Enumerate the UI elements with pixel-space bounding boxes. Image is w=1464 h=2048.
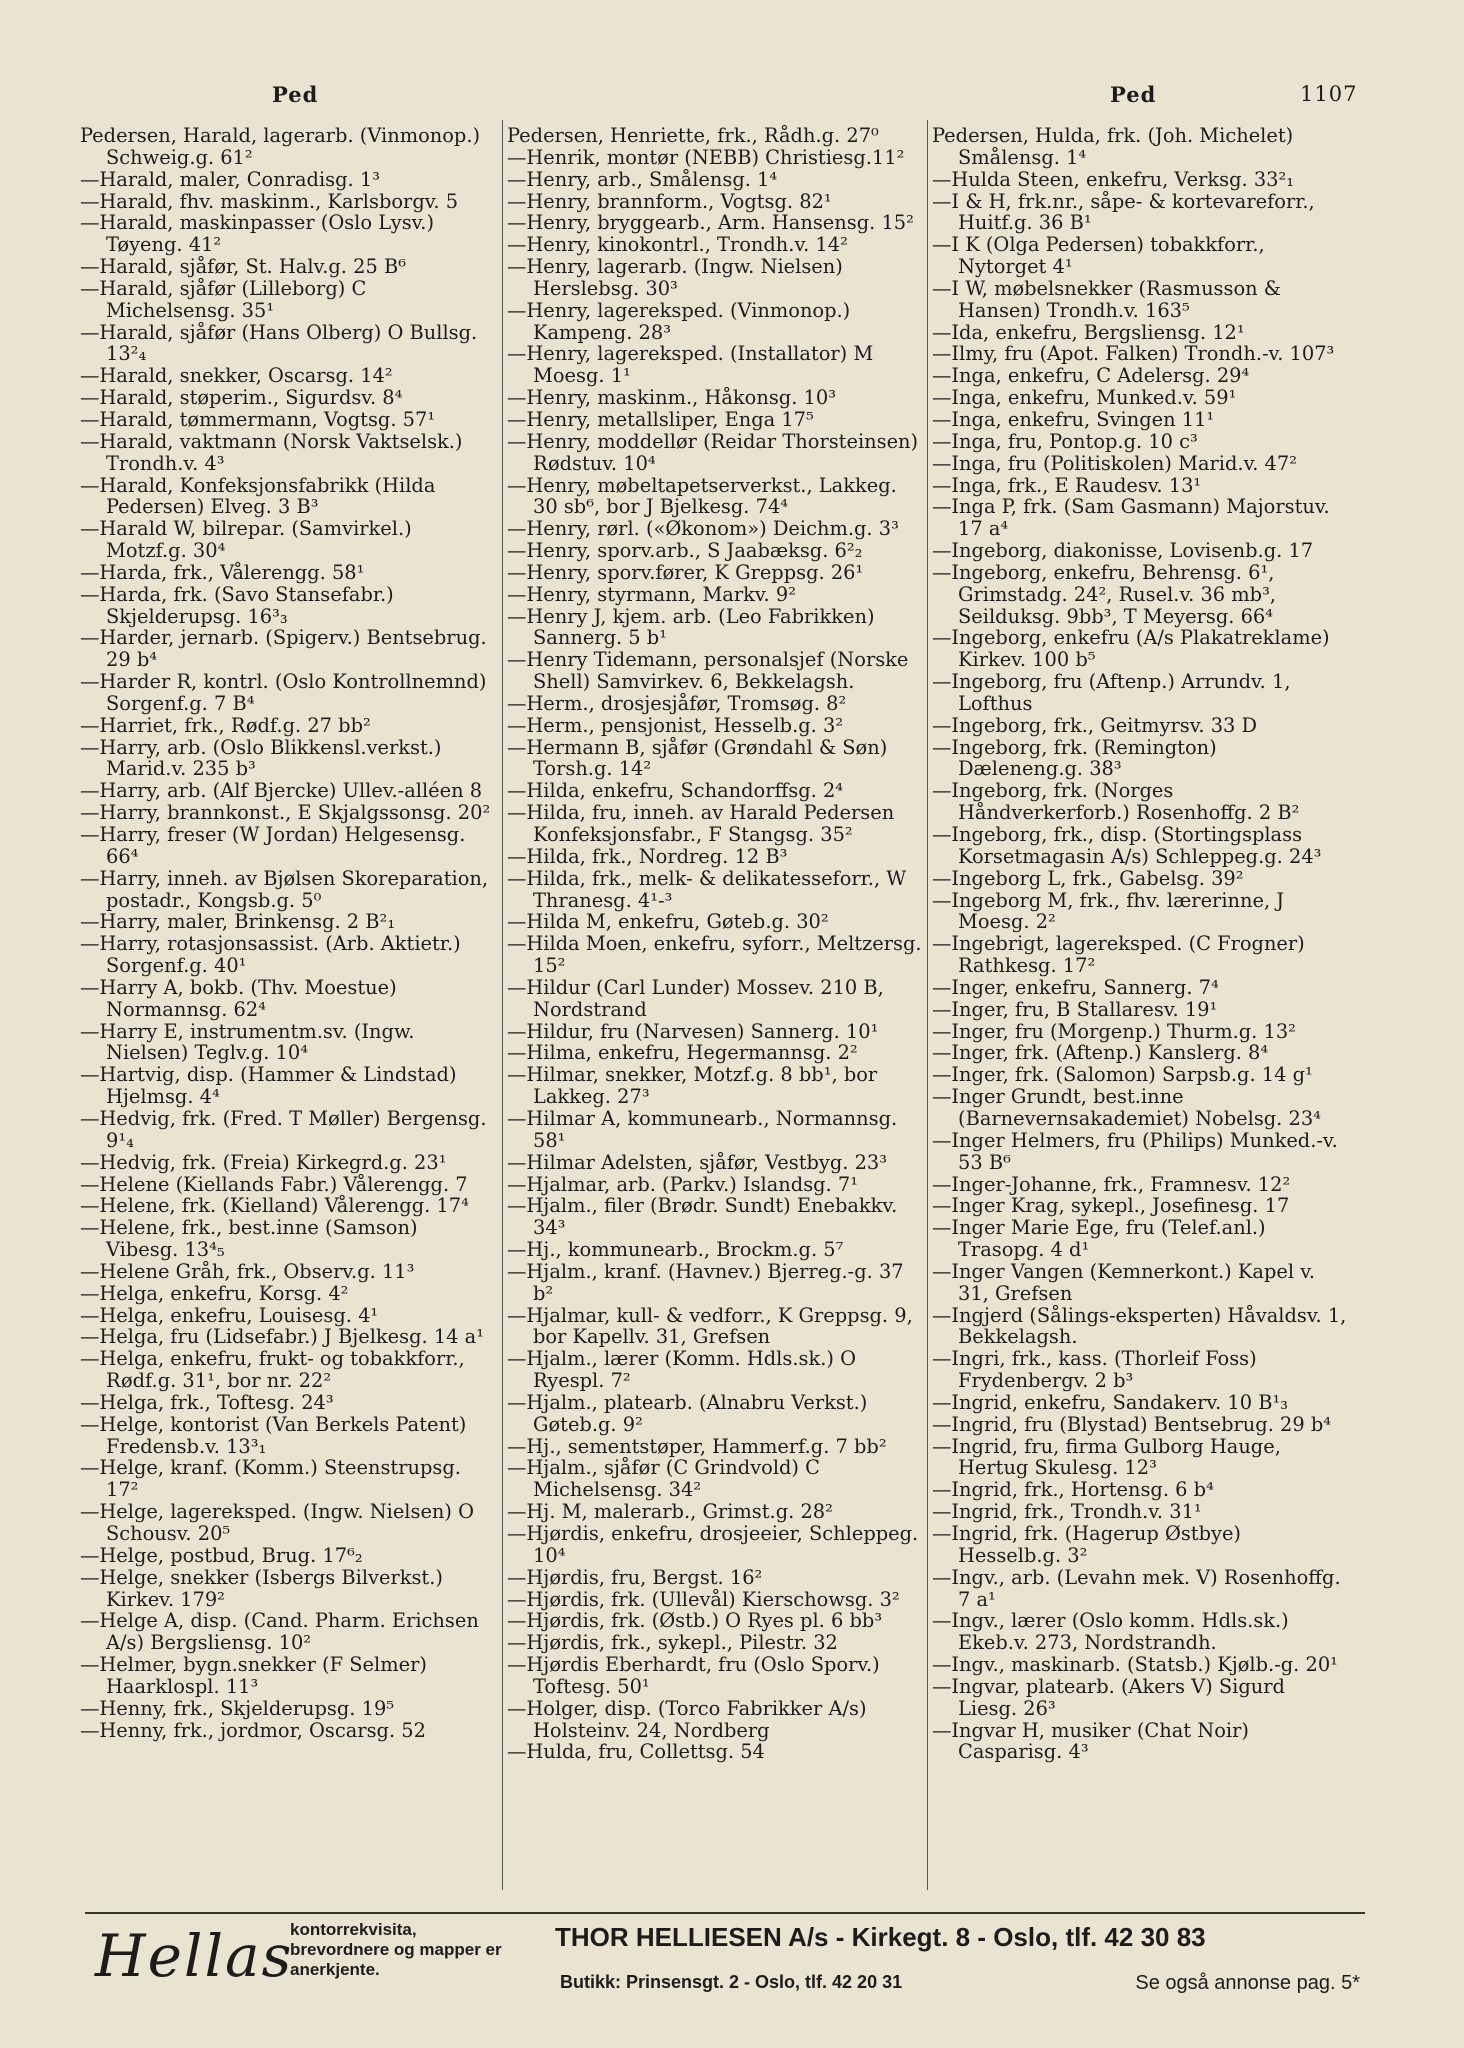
ad-top-rule xyxy=(85,1912,1365,1914)
directory-entry: —Harry, freser (W Jordan) Helgesensg. 66⁴ xyxy=(80,823,466,868)
directory-entry: Pedersen, Harald, lagerarb. (Vinmonop.) Schweig.g. 61² xyxy=(80,124,481,169)
directory-entry: —Hulda, fru, Collettsg. 54 xyxy=(507,1740,765,1764)
directory-entry: —Ingv., lærer (Oslo komm. Hdls.sk.) Ekeb.v. 273, Nordstrandh. xyxy=(932,1609,1289,1655)
directory-entry: —Harald, maler, Conradisg. 1³ xyxy=(80,167,380,191)
directory-entry: —Ida, enkefru, Bergsliensg. 12¹ xyxy=(932,320,1245,344)
directory-entry: —Hj., sementstøper, Hammerf.g. 7 bb² xyxy=(507,1434,887,1458)
directory-entry: —Holger, disp. (Torco Fabrikker A/s) Holsteinv. 24, Nordberg xyxy=(507,1696,867,1742)
directory-entry: —Hjalm., kranf. (Havnev.) Bjerreg.-g. 37 b² xyxy=(507,1259,904,1305)
directory-entry: —Inger-Johanne, frk., Framnesv. 12² xyxy=(932,1172,1291,1196)
directory-entry: —Hjørdis, frk. (Ullevål) Kierschowsg. 3² xyxy=(507,1587,900,1611)
advertisement xyxy=(85,1920,1365,2020)
directory-entry: —Harald, maskinpasser (Oslo Lysv.) Tøyeng. 41² xyxy=(80,211,435,257)
directory-entry: —Ingvar H, musiker (Chat Noir) Casparisg. 4³ xyxy=(932,1718,1249,1764)
directory-entry: —Helga, frk., Toftesg. 24³ xyxy=(80,1390,334,1414)
directory-entry: —Inger, enkefru, Sannerg. 7⁴ xyxy=(932,975,1219,999)
directory-entry: —Harry, brannkonst., E Skjalgssonsg. 20² xyxy=(80,801,491,825)
directory-entry: —Harry, rotasjonsassist. (Arb. Aktietr.) Sorgenf.g. 40¹ xyxy=(80,932,461,978)
directory-entry: —Harder, jernarb. (Spigerv.) Bentsebrug. 29 b⁴ xyxy=(80,626,487,672)
directory-entry: —I W, møbelsnekker (Rasmusson & Hansen) Trondh.v. 163⁵ xyxy=(932,276,1282,322)
directory-entry: —Henry, lagerarb. (Ingw. Nielsen) Herslebsg. 30³ xyxy=(507,255,843,300)
directory-entry: —Hilda, enkefru, Schandorffsg. 2⁴ xyxy=(507,779,844,803)
directory-entry: —Inger, frk. (Aftenp.) Kanslerg. 8⁴ xyxy=(932,1041,1269,1065)
directory-entry: —Hjørdis, fru, Bergst. 16² xyxy=(507,1565,763,1589)
column-2 xyxy=(507,125,922,1763)
directory-entry: —Inga, frk., E Raudesv. 13¹ xyxy=(932,473,1202,497)
directory-entry: —Henry, brannform., Vogtsg. 82¹ xyxy=(507,189,832,213)
directory-entry: —Hilda, frk., melk- & delikatesseforr., W Thranesg. 4¹-³ xyxy=(507,866,907,912)
directory-entry: —Helge, snekker (Isbergs Bilverkst.) Kirkev. 179² xyxy=(80,1565,443,1611)
directory-entry: —Henry, sporv.fører, K Greppsg. 26¹ xyxy=(507,560,864,584)
directory-entry: —Hjørdis Eberhardt, fru (Oslo Sporv.) Toftesg. 50¹ xyxy=(507,1653,880,1698)
directory-entry: —Henry J, kjem. arb. (Leo Fabrikken) Sannerg. 5 b¹ xyxy=(507,604,875,650)
directory-entry: —Herm., pensjonist, Hesselb.g. 3² xyxy=(507,713,844,737)
directory-entry: —Inga, enkefru, Munked.v. 59¹ xyxy=(932,386,1237,410)
directory-entry: —Henny, frk., jordmor, Oscarsg. 52 xyxy=(80,1718,426,1742)
directory-entry: —Inger, fru, B Stallaresv. 19¹ xyxy=(932,997,1218,1021)
directory-entry: —Hjørdis, frk., sykepl., Pilestr. 32 xyxy=(507,1631,838,1655)
directory-entry: Pedersen, Henriette, frk., Rådh.g. 27⁰ xyxy=(507,124,879,147)
directory-entry: —Ingeborg, fru (Aftenp.) Arrundv. 1, Lofthus xyxy=(932,670,1291,715)
directory-entry: —Harald, vaktmann (Norsk Vaktselsk.) Trondh.v. 4³ xyxy=(80,429,463,475)
running-head-right: Ped xyxy=(1110,82,1157,107)
directory-entry: —Ingrid, frk., Trondh.v. 31¹ xyxy=(932,1500,1202,1524)
directory-entry: —Hildur (Carl Lunder) Mossev. 210 B, Nordstrand xyxy=(507,975,884,1021)
directory-entry: —Helga, enkefru, frukt- og tobakkforr., Rødf.g. 31¹, bor nr. 22² xyxy=(80,1347,465,1393)
directory-entry: —Henry, rørl. («Økonom») Deichm.g. 3³ xyxy=(507,517,899,541)
directory-entry: —Harald, sjåfør, St. Halv.g. 25 B⁶ xyxy=(80,255,406,279)
directory-entry: —Ingvar, platearb. (Akers V) Sigurd Liesg. 26³ xyxy=(932,1674,1285,1720)
directory-entry: —Inger Vangen (Kemnerkont.) Kapel v. 31, Grefsen xyxy=(932,1259,1316,1305)
directory-entry: —Inger, fru (Morgenp.) Thurm.g. 13² xyxy=(932,1019,1296,1043)
directory-entry: —Henry Tidemann, personalsjef (Norske Shell) Samvirkev. 6, Bekkelagsh. xyxy=(507,648,909,694)
directory-entry: —Ingeborg, enkefru (A/s Plakatreklame) Kirkev. 100 b⁵ xyxy=(932,626,1330,672)
directory-entry: —Helene (Kiellands Fabr.) Vålerengg. 7 xyxy=(80,1172,468,1196)
directory-entry: —Hj., kommunearb., Brockm.g. 5⁷ xyxy=(507,1238,844,1262)
directory-entry: —Inger Grundt, best.inne (Barnevernsakademiet) Nobelsg. 23⁴ xyxy=(932,1085,1321,1130)
directory-entry: —Ingrid, fru, firma Gulborg Hauge, Hertug Skulesg. 12³ xyxy=(932,1434,1281,1480)
running-head-left: Ped xyxy=(272,82,319,107)
directory-entry: —Henry, bryggearb., Arm. Hansensg. 15² xyxy=(507,211,914,235)
directory-entry: —Helge A, disp. (Cand. Pharm. Erichsen A/s) Bergsliensg. 10² xyxy=(80,1609,479,1655)
column-1 xyxy=(80,125,495,1741)
directory-entry: —Hilmar A, kommunearb., Normannsg. 58¹ xyxy=(507,1106,898,1152)
directory-entry: —Ingrid, enkefru, Sandakerv. 10 B¹₃ xyxy=(932,1390,1289,1414)
directory-entry: —Hartvig, disp. (Hammer & Lindstad) Hjelmsg. 4⁴ xyxy=(80,1063,457,1109)
directory-entry: —Hildur, fru (Narvesen) Sannerg. 10¹ xyxy=(507,1019,879,1043)
directory-entry: —I K (Olga Pedersen) tobakkforr., Nytorget 4¹ xyxy=(932,233,1265,279)
directory-entry: —Henry, arb., Smålensg. 1⁴ xyxy=(507,167,778,191)
directory-entry: —Ingeborg M, frk., fhv. lærerinne, J Moesg. 2² xyxy=(932,888,1285,934)
directory-entry: —Ingv., maskinarb. (Statsb.) Kjølb.-g. 20¹ xyxy=(932,1653,1338,1677)
directory-entry: —Herm., drosjesjåfør, Tromsøg. 8² xyxy=(507,691,847,715)
directory-entry: —Inger, frk. (Salomon) Sarpsb.g. 14 g¹ xyxy=(932,1063,1313,1087)
directory-entry: —Inger Krag, sykepl., Josefinesg. 17 xyxy=(932,1194,1290,1218)
directory-entry: —Harder R, kontrl. (Oslo Kontrollnemnd) Sorgenf.g. 7 B⁴ xyxy=(80,670,487,715)
directory-entry: —Harry, arb. (Oslo Blikkensl.verkst.) Marid.v. 235 b³ xyxy=(80,735,442,781)
directory-entry: —Harry A, bokb. (Thv. Moestue) Normannsg. 62⁴ xyxy=(80,975,397,1021)
directory-entry: —Helge, kranf. (Komm.) Steenstrupsg. 17² xyxy=(80,1456,461,1502)
hellas-brand: Hellas xyxy=(95,1922,294,1990)
directory-entry: —Ingjerd (Sålings-eksperten) Håvaldsv. 1, Bekkelagsh. xyxy=(932,1303,1347,1349)
directory-entry: —Hj. M, malerarb., Grimst.g. 28² xyxy=(507,1500,833,1524)
directory-entry: —Henry, sporv.arb., S Jaabæksg. 6²₂ xyxy=(507,539,863,563)
directory-entry: —Hilmar, snekker, Motzf.g. 8 bb¹, bor Lakkeg. 27³ xyxy=(507,1063,878,1109)
directory-entry: —Hedvig, frk. (Freia) Kirkegrd.g. 23¹ xyxy=(80,1150,447,1174)
directory-entry: —Hedvig, frk. (Fred. T Møller) Bergensg. 9¹₄ xyxy=(80,1106,487,1152)
directory-entry: —Hermann B, sjåfør (Grøndahl & Søn) Torsh.g. 14² xyxy=(507,735,888,781)
directory-entry: —Helge, kontorist (Van Berkels Patent) Fredensb.v. 13³₁ xyxy=(80,1412,467,1458)
directory-entry: —Helga, enkefru, Korsg. 4² xyxy=(80,1281,349,1305)
directory-entry: —Hilmar Adelsten, sjåfør, Vestbyg. 23³ xyxy=(507,1150,888,1174)
directory-entry: —Ilmy, fru (Apot. Falken) Trondh.-v. 107³ xyxy=(932,342,1335,366)
directory-entry: —Harda, frk., Vålerengg. 58¹ xyxy=(80,560,365,584)
directory-entry: —Hjørdis, enkefru, drosjeeier, Schleppeg. 10⁴ xyxy=(507,1522,919,1567)
directory-entry: —I & H, frk.nr., såpe- & kortevareforr., Huitf.g. 36 B¹ xyxy=(932,189,1315,235)
directory-entry: —Inga, fru, Pontop.g. 10 c³ xyxy=(932,429,1198,453)
directory-entry: —Henry, lagereksped. (Vinmonop.) Kampeng. 28³ xyxy=(507,298,851,344)
directory-entry: Pedersen, Hulda, frk. (Joh. Michelet) Smålensg. 1⁴ xyxy=(932,124,1294,169)
directory-entry: —Hjalm., platearb. (Alnabru Verkst.) Gøteb.g. 9² xyxy=(507,1390,868,1436)
directory-entry: —Harry, maler, Brinkensg. 2 B²₁ xyxy=(80,910,396,934)
shop-line: Butikk: Prinsensgt. 2 - Oslo, tlf. 42 20 31 xyxy=(560,1972,903,1992)
directory-entry: —Ingri, frk., kass. (Thorleif Foss) Frydenbergv. 2 b³ xyxy=(932,1347,1257,1393)
directory-entry: —Harry E, instrumentm.sv. (Ingw. Nielsen) Teglv.g. 10⁴ xyxy=(80,1019,415,1065)
page-number: 1107 xyxy=(1300,82,1358,106)
directory-entry: —Hjalmar, arb. (Parkv.) Islandsg. 7¹ xyxy=(507,1172,858,1196)
directory-entry: —Hulda Steen, enkefru, Verksg. 33²₁ xyxy=(932,167,1295,191)
directory-entry: —Ingeborg, frk., Geitmyrsv. 33 D xyxy=(932,713,1258,737)
directory-entry: —Ingeborg, frk., disp. (Stortingsplass Korsetmagasin A/s) Schleppeg.g. 24³ xyxy=(932,823,1322,868)
directory-entry: —Ingv., arb. (Levahn mek. V) Rosenhoffg. 7 a¹ xyxy=(932,1565,1341,1611)
directory-entry: —Inga, fru (Politiskolen) Marid.v. 47² xyxy=(932,451,1297,475)
directory-entry: —Inga, enkefru, C Adelersg. 29⁴ xyxy=(932,364,1250,388)
directory-entry: —Helga, enkefru, Louisesg. 4¹ xyxy=(80,1303,379,1327)
hellas-description: kontorrekvisita, brevordnere og mapper er anerkjente. xyxy=(290,1920,502,1979)
directory-entry: —Henry, møbeltapetserverkst., Lakkeg. 30 sb⁶, bor J Bjelkesg. 74⁴ xyxy=(507,473,897,519)
directory-entry: —Henry, styrmann, Markv. 9² xyxy=(507,582,796,606)
directory-entry: —Inger Helmers, fru (Philips) Munked.-v. 53 B⁶ xyxy=(932,1128,1338,1174)
directory-entry: —Hilda, fru, inneh. av Harald Pedersen Konfeksjonsfabr., F Stangsg. 35² xyxy=(507,801,895,846)
directory-entry: —Hjørdis, frk. (Østb.) O Ryes pl. 6 bb³ xyxy=(507,1609,883,1633)
directory-entry: —Inga, enkefru, Svingen 11¹ xyxy=(932,407,1215,431)
directory-entry: —Inga P, frk. (Sam Gasmann) Majorstuv. 17 a⁴ xyxy=(932,495,1330,541)
directory-entry: —Harald, fhv. maskinm., Karlsborgv. 5 xyxy=(80,189,459,213)
directory-entry: —Hilda Moen, enkefru, syforr., Meltzersg. 15² xyxy=(507,932,922,978)
directory-entry: —Helene Gråh, frk., Observ.g. 11³ xyxy=(80,1259,415,1283)
column-divider xyxy=(502,120,503,1890)
directory-entry: —Hjalm., filer (Brødr. Sundt) Enebakkv. 34³ xyxy=(507,1194,898,1240)
directory-entry: —Henny, frk., Skjelderupsg. 19⁵ xyxy=(80,1696,395,1720)
directory-entry: —Henry, moddellør (Reidar Thorsteinsen) Rødstuv. 10⁴ xyxy=(507,429,919,475)
directory-entry: —Helmer, bygn.snekker (F Selmer) Haarklospl. 11³ xyxy=(80,1653,427,1698)
directory-entry: —Helene, frk., best.inne (Samson) Vibesg. 13⁴₅ xyxy=(80,1216,418,1262)
directory-entry: —Ingrid, frk., Hortensg. 6 b⁴ xyxy=(932,1478,1214,1502)
directory-entry: —Henry, maskinm., Håkonsg. 10³ xyxy=(507,386,836,410)
directory-entry: —Harald, sjåfør (Hans Olberg) O Bullsg. 13²₄ xyxy=(80,320,478,366)
directory-entry: —Hjalm., lærer (Komm. Hdls.sk.) O Ryespl. 7² xyxy=(507,1347,856,1393)
directory-entry: —Harda, frk. (Savo Stansefabr.) Skjelderupsg. 16³₃ xyxy=(80,582,394,628)
directory-entry: —Harry, arb. (Alf Bjercke) Ullev.-alléen 8 xyxy=(80,779,483,803)
directory-entry: —Harriet, frk., Rødf.g. 27 bb² xyxy=(80,713,371,737)
directory-entry: —Hilma, enkefru, Hegermannsg. 2² xyxy=(507,1041,858,1065)
column-3 xyxy=(932,125,1347,1763)
directory-entry: —Hjalm., sjåfør (C Grindvold) C Michelsensg. 34² xyxy=(507,1456,820,1502)
directory-entry: —Henrik, montør (NEBB) Christiesg.11² xyxy=(507,145,905,169)
company-line: THOR HELLIESEN A/s - Kirkegt. 8 - Oslo, tlf. 42 30 83 xyxy=(555,1922,1206,1952)
directory-entry: —Henry, lagereksped. (Installator) M Moesg. 1¹ xyxy=(507,342,874,388)
directory-entry: —Harald, støperim., Sigurdsv. 8⁴ xyxy=(80,386,403,410)
directory-entry: —Hilda M, enkefru, Gøteb.g. 30² xyxy=(507,910,829,934)
directory-entry: —Harald W, bilrepar. (Samvirkel.) Motzf.g. 30⁴ xyxy=(80,517,412,563)
directory-entry: —Harry, inneh. av Bjølsen Skoreparation, postadr., Kongsb.g. 5⁰ xyxy=(80,866,489,912)
directory-entry: —Ingeborg, diakonisse, Lovisenb.g. 17 xyxy=(932,539,1314,563)
directory-entry: —Harald, sjåfør (Lilleborg) C Michelsensg. 35¹ xyxy=(80,276,367,322)
directory-entry: —Harald, Konfeksjonsfabrikk (Hilda Pedersen) Elveg. 3 B³ xyxy=(80,473,436,519)
directory-entry: —Henry, kinokontrl., Trondh.v. 14² xyxy=(507,233,848,257)
directory-entry: —Helene, frk. (Kielland) Vålerengg. 17⁴ xyxy=(80,1194,469,1218)
directory-entry: —Ingeborg, enkefru, Behrensg. 6¹, Grimstadg. 24², Rusel.v. 36 mb³, Seilduksg. 9bb³, T Meyersg. 66⁴ xyxy=(932,560,1277,628)
directory-entry: —Helga, fru (Lidsefabr.) J Bjelkesg. 14 a¹ xyxy=(80,1325,485,1349)
directory-entry: —Henry, metallsliper, Enga 17⁵ xyxy=(507,407,814,431)
directory-entry: —Ingrid, fru (Blystad) Bentsebrug. 29 b⁴ xyxy=(932,1412,1332,1436)
directory-entry: —Ingeborg, frk. (Norges Håndverkerforb.) Rosenhoffg. 2 B² xyxy=(932,779,1300,825)
directory-entry: —Harald, tømmermann, Vogtsg. 57¹ xyxy=(80,407,436,431)
directory-entry: —Ingebrigt, lagereksped. (C Frogner) Rathkesg. 17² xyxy=(932,932,1305,978)
directory-entry: —Harald, snekker, Oscarsg. 14² xyxy=(80,364,393,388)
directory-entry: —Helge, postbud, Brug. 17⁶₂ xyxy=(80,1543,363,1567)
directory-entry: —Ingeborg, frk. (Remington) Dæleneng.g. 38³ xyxy=(932,735,1217,781)
directory-entry: —Hilda, frk., Nordreg. 12 B³ xyxy=(507,844,788,868)
directory-entry: —Inger Marie Ege, fru (Telef.anl.) Trasopg. 4 d¹ xyxy=(932,1216,1266,1262)
directory-entry: —Hjalmar, kull- & vedforr., K Greppsg. 9, bor Kapellv. 31, Grefsen xyxy=(507,1303,913,1349)
see-also-note: Se også annonse pag. 5* xyxy=(1135,1972,1360,1994)
directory-entry: —Helge, lagereksped. (Ingw. Nielsen) O Schousv. 20⁵ xyxy=(80,1500,475,1545)
directory-entry: —Ingeborg L, frk., Gabelsg. 39² xyxy=(932,866,1244,890)
directory-entry: —Ingrid, frk. (Hagerup Østbye) Hesselb.g. 3² xyxy=(932,1522,1241,1567)
column-divider xyxy=(927,120,928,1890)
